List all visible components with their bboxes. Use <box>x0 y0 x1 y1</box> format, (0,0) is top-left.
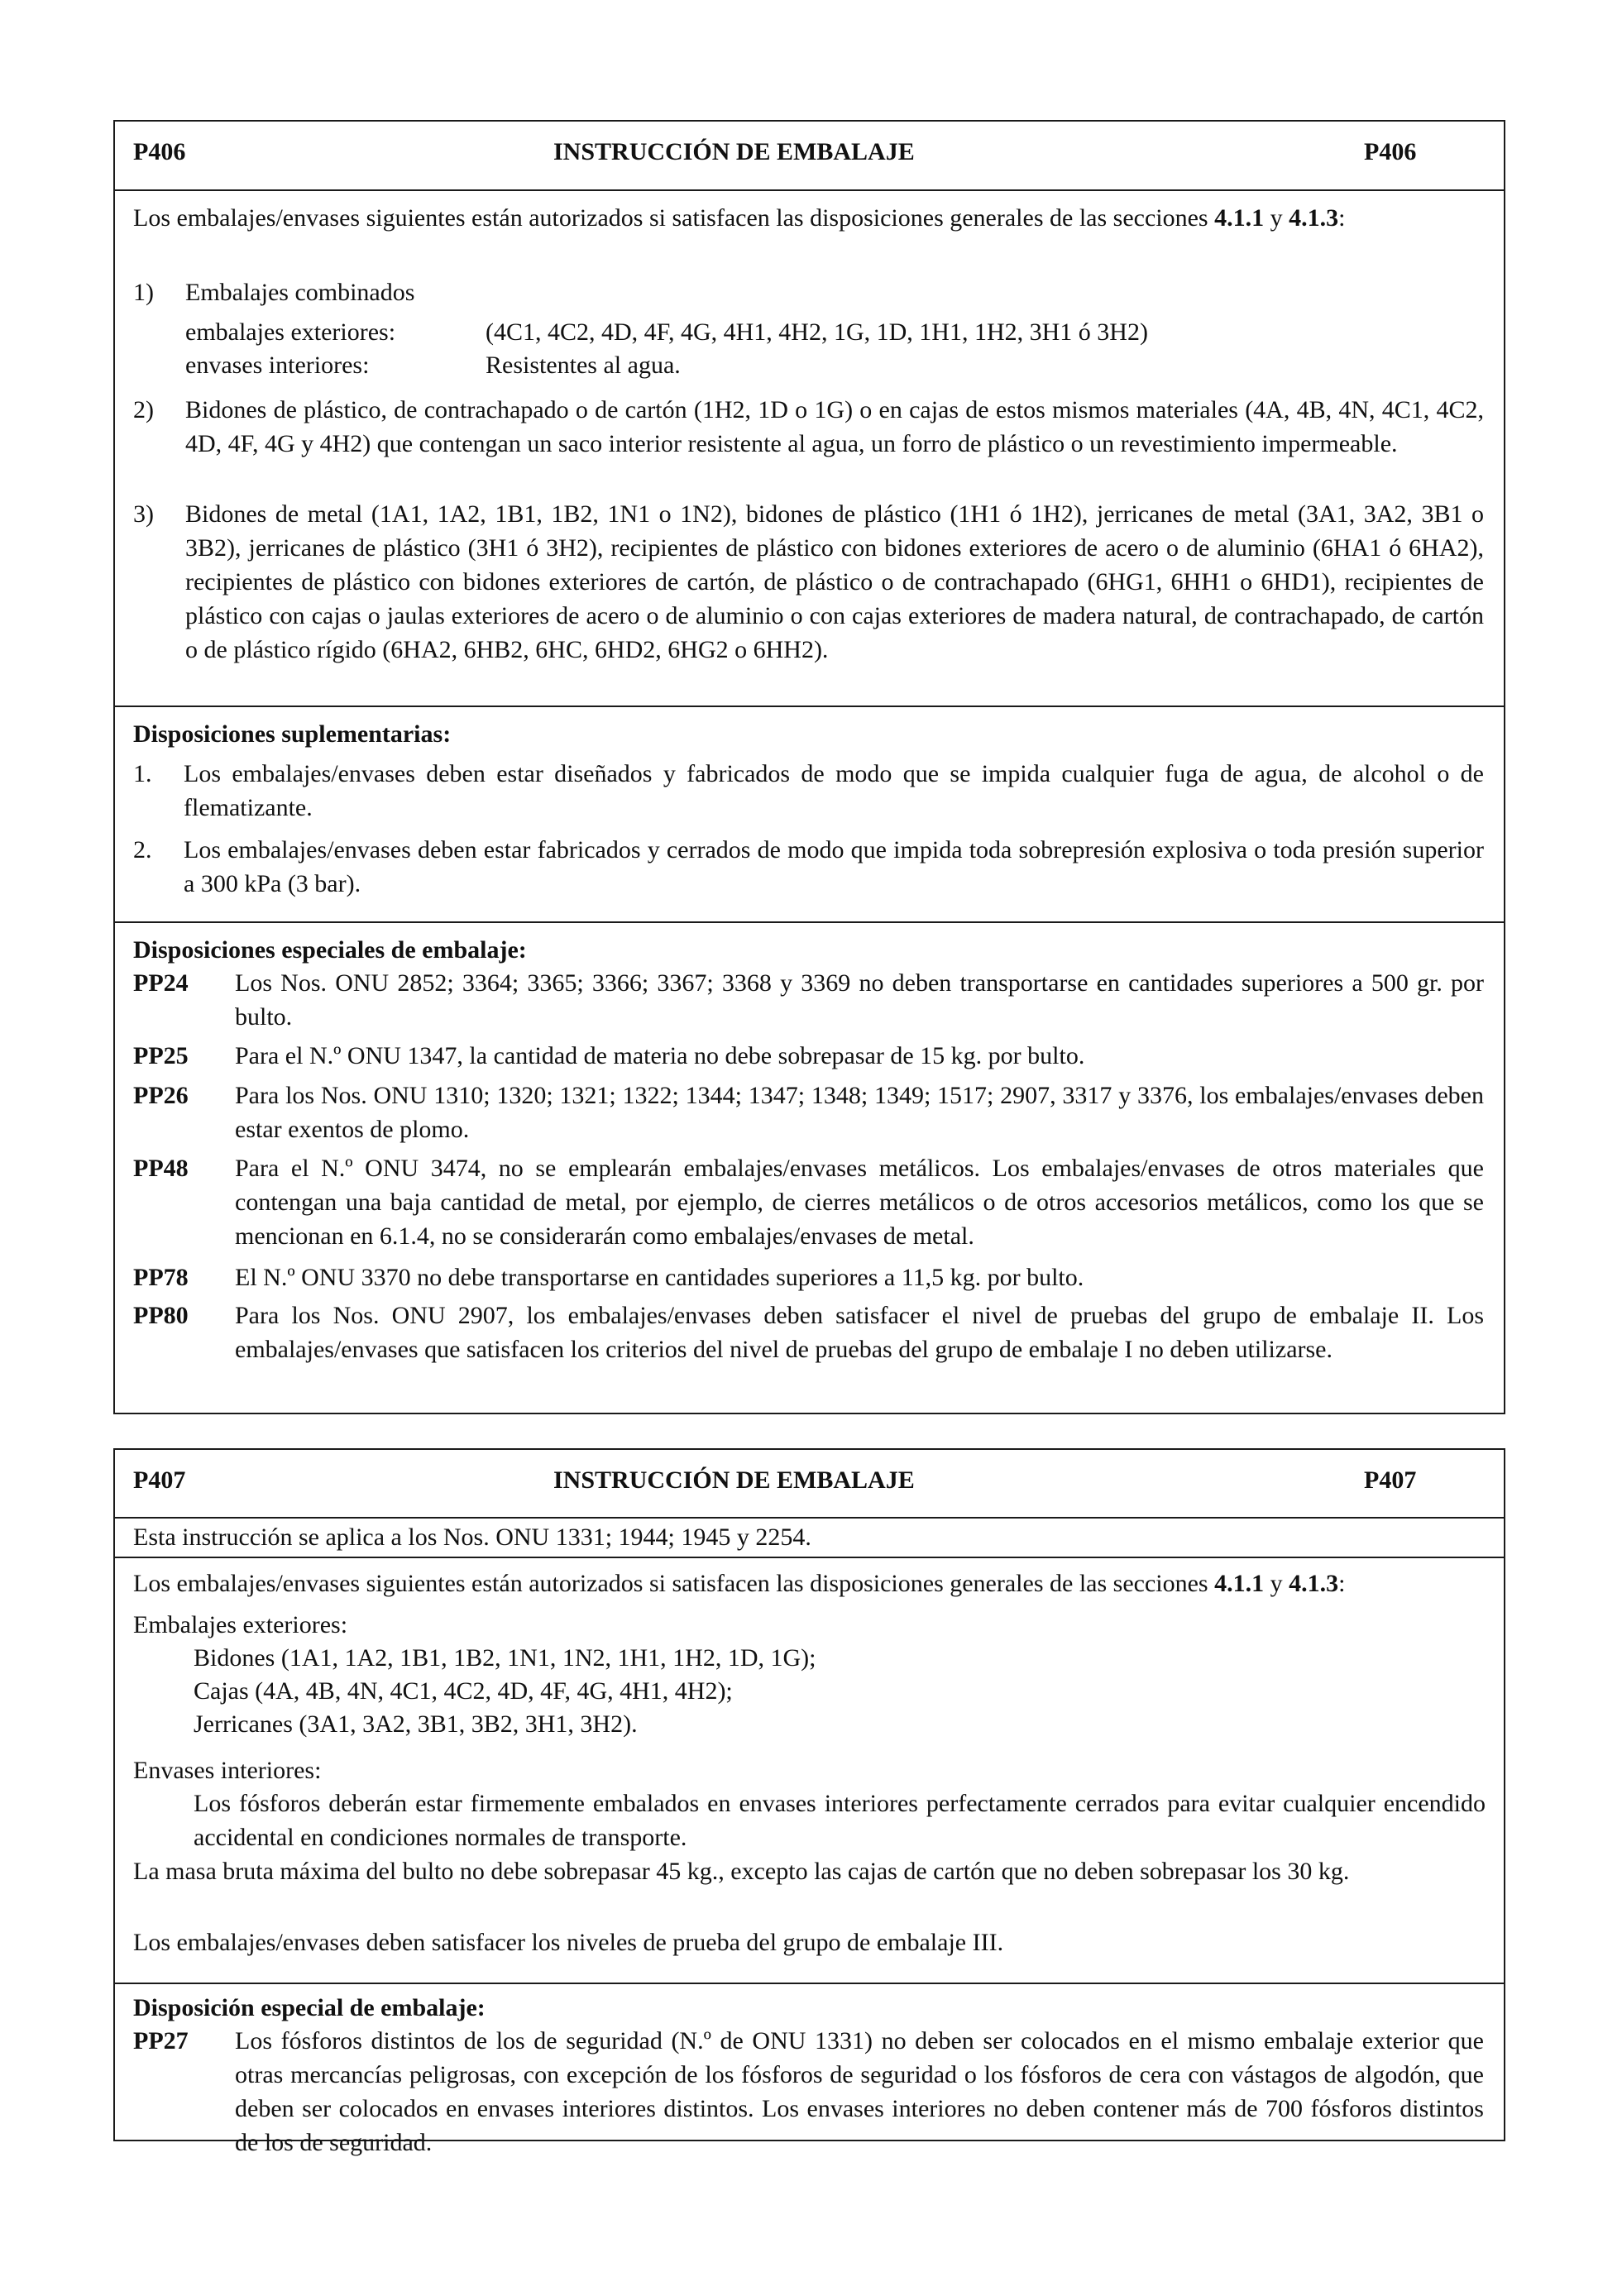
p407-intro: Los embalajes/envases siguientes están autorizados si satisfacen las disposiciones generales de las secciones 4.1.1 y 4.1.3: <box>133 1570 1346 1597</box>
p406-special-heading: Disposiciones especiales de embalaje: <box>133 936 527 964</box>
p407-outer-heading: Embalajes exteriores: <box>133 1611 348 1638</box>
p406-pp80-text: Para los Nos. ONU 2907, los embalajes/envases deben satisfacer el nivel de pruebas del grupo de embalaje II. Los embalajes/envases que satisfacen los criterios del nivel de pruebas del grupo de embalaje I no deben utilizarse. <box>235 1302 1484 1363</box>
p406-supp-1-number: 1. <box>133 760 152 787</box>
p407-header-row <box>115 1450 1504 1517</box>
p407-packagings-section <box>115 1557 1504 1983</box>
p406-packagings-section <box>115 189 1504 706</box>
p406-header-row <box>115 122 1504 189</box>
p406-supp-2-number: 2. <box>133 836 152 863</box>
p407-inner-heading: Envases interiores: <box>133 1757 322 1784</box>
p407-applies-row <box>115 1517 1504 1557</box>
p407-pp27-code: PP27 <box>133 2027 189 2054</box>
p406-item-3-number: 3) <box>133 500 154 528</box>
p406-pp80-code: PP80 <box>133 1302 189 1329</box>
p406-title: INSTRUCCIÓN DE EMBALAJE <box>553 138 915 165</box>
p407-mass-text: La masa bruta máxima del bulto no debe sobrepasar 45 kg., excepto las cajas de cartón que no deben sobrepasar los 30 kg. <box>133 1858 1350 1885</box>
p406-pp26-code: PP26 <box>133 1082 189 1109</box>
p407-outer-item-boxes: Cajas (4A, 4B, 4N, 4C1, 4C2, 4D, 4F, 4G, 4H1, 4H2); <box>194 1677 733 1705</box>
p406-pp24-text: Los Nos. ONU 2852; 3364; 3365; 3366; 3367; 3368 y 3369 no deben transportarse en cantidades superiores a 500 gr. por bulto. <box>235 969 1484 1031</box>
p407-special-section <box>115 1983 1504 2156</box>
p406-code-right: P406 <box>1364 138 1417 165</box>
p406-intro: Los embalajes/envases siguientes están autorizados si satisfacen las disposiciones generales de las secciones 4.1.1 y 4.1.3: <box>133 204 1346 232</box>
p407-instruction-table <box>113 1448 1505 2156</box>
p407-applies-text: Esta instrucción se aplica a los Nos. ONU 1331; 1944; 1945 y 2254. <box>133 1523 811 1551</box>
p407-inner-text: Los fósforos deberán estar firmemente embalados en envases interiores perfectamente cerrados para evitar cualquier encendido accidental en condiciones normales de transporte. <box>194 1790 1486 1851</box>
p406-item-2-text: Bidones de plástico, de contrachapado o de cartón (1H2, 1D o 1G) o en cajas de estos mismos materiales (4A, 4B, 4N, 4C1, 4C2, 4D, 4F, 4G y 4H2) que contengan un saco interior resistente al agua, un forro de plástico o un revestimiento impermeable. <box>185 396 1484 457</box>
p406-pp78-text: El N.º ONU 3370 no debe transportarse en cantidades superiores a 11,5 kg. por bulto. <box>235 1264 1084 1291</box>
p407-pp27-text: Los fósforos distintos de los de seguridad (N.º de ONU 1331) no deben ser colocados en el mismo embalaje exterior que otras mercancías peligrosas, con excepción de los fósforos de seguridad o los fósforos de cera con vástagos de algodón, que deben ser colocados en envases interiores distintos. Los envases interiores no deben contener más de 700 fósforos distintos de los de seguridad. <box>235 2027 1484 2156</box>
p406-supp-1-text: Los embalajes/envases deben estar diseñados y fabricados de modo que se impida cualquier fuga de agua, de alcohol o de flematizante. <box>184 760 1484 821</box>
p406-pp25-text: Para el N.º ONU 1347, la cantidad de materia no debe sobrepasar de 15 kg. por bulto. <box>235 1042 1085 1069</box>
p406-pp48-code: PP48 <box>133 1155 189 1182</box>
p406-item-2-number: 2) <box>133 396 154 423</box>
p407-test-text: Los embalajes/envases deben satisfacer los niveles de prueba del grupo de embalaje III. <box>133 1929 1004 1956</box>
p406-item-3-text: Bidones de metal (1A1, 1A2, 1B1, 1B2, 1N1 o 1N2), bidones de plástico (1H1 ó 1H2), jerricanes de metal (3A1, 3A2, 3B1 o 3B2), jerricanes de plástico (3H1 ó 3H2), recipientes de plástico con bidones exteriores de acero o de aluminio (6HA1 ó 6HA2), recipientes de plástico con bidones exteriores de cartón, de plástico o de contrachapado (6HG1, 6HH1 o 6HD1), recipientes de plástico con cajas o jaulas exteriores de acero o de aluminio o con cajas exteriores de madera natural, de contrachapado, de cartón o de plástico rígido (6HA2, 6HB2, 6HC, 6HD2, 6HG2 o 6HH2). <box>185 500 1484 663</box>
p406-pp78-code: PP78 <box>133 1264 189 1291</box>
p406-item-1-outer-value: (4C1, 4C2, 4D, 4F, 4G, 4H1, 4H2, 1G, 1D, 1H1, 1H2, 3H1 ó 3H2) <box>486 318 1148 346</box>
p406-supplementary-section <box>115 706 1504 921</box>
p406-supplementary-heading: Disposiciones suplementarias: <box>133 720 452 748</box>
p406-code-left: P406 <box>133 138 186 165</box>
p407-outer-item-jerricans: Jerricanes (3A1, 3A2, 3B1, 3B2, 3H1, 3H2). <box>194 1710 638 1738</box>
p406-pp48-text: Para el N.º ONU 3474, no se emplearán embalajes/envases metálicos. Los embalajes/envases de otros materiales que contengan una baja cantidad de metal, por ejemplo, de cierres metálicos o de otros accesorios metálicos, como los que se mencionan en 6.1.4, no se considerarán como embalajes/envases de metal. <box>235 1155 1484 1250</box>
p406-item-1-title: Embalajes combinados <box>185 279 415 306</box>
p406-special-section <box>115 921 1504 1413</box>
p406-pp25-code: PP25 <box>133 1042 189 1069</box>
p406-pp26-text: Para los Nos. ONU 1310; 1320; 1321; 1322; 1344; 1347; 1348; 1349; 1517; 2907, 3317 y 3376, los embalajes/envases deben estar exentos de plomo. <box>235 1082 1484 1143</box>
p407-outer-item-drums: Bidones (1A1, 1A2, 1B1, 1B2, 1N1, 1N2, 1H1, 1H2, 1D, 1G); <box>194 1644 816 1672</box>
p407-title: INSTRUCCIÓN DE EMBALAJE <box>553 1466 915 1494</box>
p406-instruction-table <box>113 120 1505 1414</box>
p406-pp24-code: PP24 <box>133 969 189 997</box>
p406-supp-2-text: Los embalajes/envases deben estar fabricados y cerrados de modo que impida toda sobrepresión explosiva o toda presión superior a 300 kPa (3 bar). <box>184 836 1484 897</box>
p407-special-heading: Disposición especial de embalaje: <box>133 1994 486 2021</box>
p407-code-right: P407 <box>1364 1466 1417 1494</box>
p407-code-left: P407 <box>133 1466 186 1494</box>
p406-item-1-inner-value: Resistentes al agua. <box>486 352 681 379</box>
p406-item-1-number: 1) <box>133 279 154 306</box>
p406-item-1-outer-label: embalajes exteriores: <box>185 318 396 346</box>
p406-item-1-inner-label: envases interiores: <box>185 352 370 379</box>
